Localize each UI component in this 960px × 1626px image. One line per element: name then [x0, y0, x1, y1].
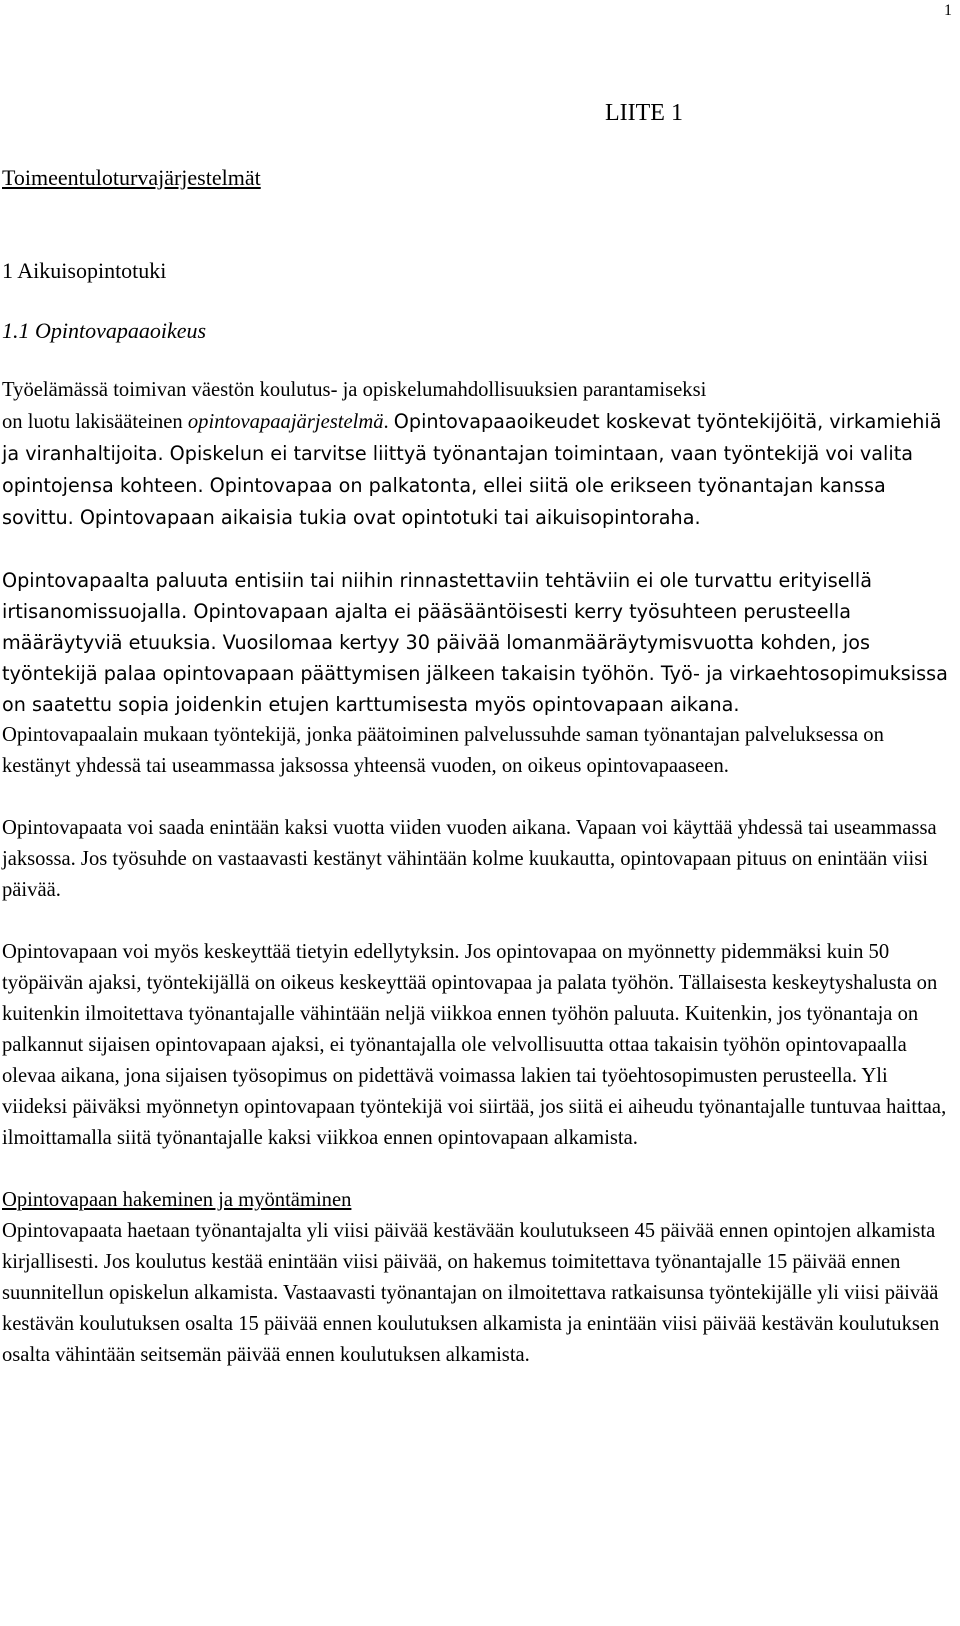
paragraph-intro-rest: Opintovapaaoikeudet koskevat työntekijöitä, virkamiehiä ja viranhaltijoita. Opiskelun ei tarvitse liittyä työnantajan toimintaan, vaan työntekijä voi valita opintojensa kohteen. Opintovapaa on palkatonta, ellei siitä ole erikseen työnantajan kanssa sovittu. Opintovapaan aikaisia tukia ovat opintotuki tai aikuisopintoraha. [2, 410, 942, 529]
paragraph-intro-emphasis: opintovapaajärjestelmä [187, 411, 384, 433]
section-heading-1-1: 1.1 Opintovapaaoikeus [2, 318, 207, 343]
document-body [2, 162, 957, 1371]
appendix-label: LIITE 1 [605, 100, 683, 126]
paragraph-eligibility: Opintovapaalain mukaan työntekijä, jonka päätoiminen palvelussuhde saman työnantajan palveluksessa on kestänyt yhdessä tai useammassa jaksossa yhteensä vuoden, on oikeus opintovapaaseen. [2, 724, 884, 777]
page-number: 1 [944, 2, 952, 19]
paragraph-application: Opintovapaata haetaan työnantajalta yli viisi päivää kestävään koulutukseen 45 päivää ennen opintojen alkamista kirjallisesti. Jos koulutus kestää enintään viisi päivää, on hakemus toimitettava työnantajalle 15 päivää ennen suunnitellun opiskelun alkamista. Vastaavasti työnantajan on ilmoitettava ratkaisunsa työntekijälle yli viisi päivää kestävän koulutuksen osalta 15 päivää ennen koulutuksen alkamista ja enintään viisi päivää kestävän koulutuksen osalta vähintään seitsemän päivää ennen koulutuksen alkamista. [2, 1220, 940, 1366]
paragraph-intro [2, 375, 957, 534]
paragraph-duration: Opintovapaata voi saada enintään kaksi vuotta viiden vuoden aikana. Vapaan voi käyttää yhdessä tai useammassa jaksossa. Jos työsuhde on vastaavasti kestänyt vähintään kolme kuukautta, opintovapaan pituus on enintään viisi päivää. [2, 817, 937, 901]
paragraph-intro-pre: on luotu lakisääteinen [2, 411, 188, 433]
subheading-application: Opintovapaan hakeminen ja myöntäminen [2, 1189, 352, 1211]
paragraph-intro-post: . [383, 411, 394, 433]
section-heading-1: 1 Aikuisopintotuki [2, 258, 167, 283]
document-title: Toimeentuloturvajärjestelmät [2, 165, 261, 190]
paragraph-return: Opintovapaalta paluuta entisiin tai niihin rinnastettaviin tehtäviin ei ole turvattu erityisellä irtisanomissuojalla. Opintovapaan ajalta ei pääsääntöisesti kerry työsuhteen perusteella määräytyviä etuuksia. Vuosilomaa kertyy 30 päivää lomanmääräytymisvuotta kohden, jos työntekijä palaa opintovapaan päättymisen jälkeen takaisin työhön. Työ- ja virkaehtosopimuksissa on saatettu sopia joidenkin etujen karttumisesta myös opintovapaan aikana. [2, 569, 948, 716]
paragraph-intro-line1: Työelämässä toimivan väestön koulutus- ja opiskelumahdollisuuksien parantamiseksi [2, 379, 707, 401]
paragraph-interruption: Opintovapaan voi myös keskeyttää tietyin edellytyksin. Jos opintovapaa on myönnetty pidemmäksi kuin 50 työpäivän ajaksi, työntekijällä on oikeus keskeyttää opintovapaa ja palata työhön. Tällaisesta keskeytyshalusta on kuitenkin ilmoitettava työnantajalle vähintään neljä viikkoa ennen työhön paluuta. Kuitenkin, jos työnantaja on palkannut sijaisen opintovapaan ajaksi, ei työnantajalla ole velvollisuutta ottaa takaisin työhön opintovapaalla olevaa aikana, jona sijaisen työsopimus on pidettävä voimassa lakien tai työehtosopimusten perusteella. Yli viideksi päiväksi myönnetyn opintovapaan työntekijä voi siirtää, jos siitä ei aiheudu työnantajalle tuntuvaa haittaa, ilmoittamalla siitä työnantajalle kaksi viikkoa ennen opintovapaan alkamista. [2, 941, 947, 1149]
